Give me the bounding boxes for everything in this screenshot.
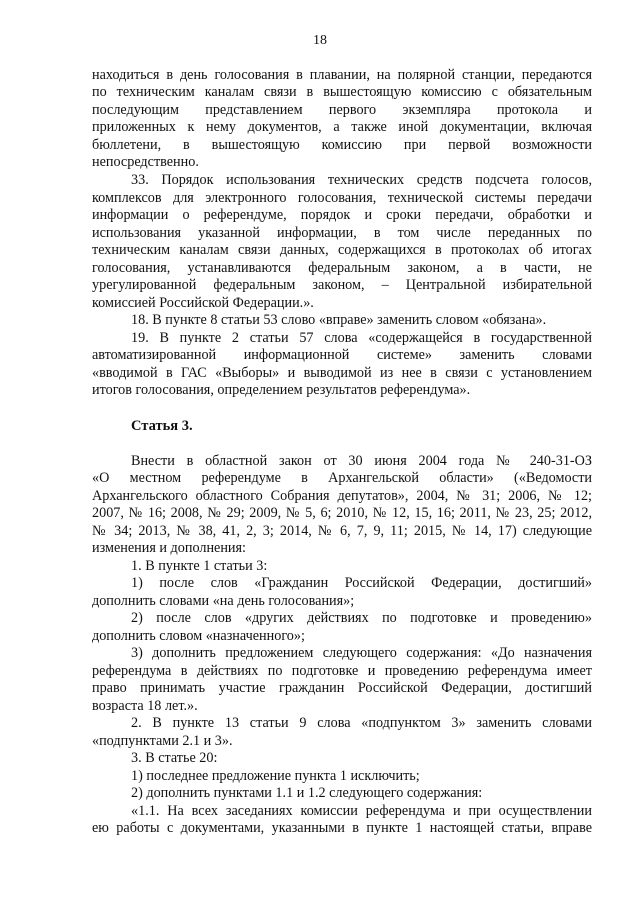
text-line: возраста 18 лет.».: [92, 698, 198, 714]
text-line: «О местном референдуме в Архангельской области» («Ведомости: [92, 470, 592, 486]
text-line: «подпунктами 2.1 и 3».: [92, 733, 233, 749]
text-line: по техническим каналам связи в вышестоящую комиссию с обязательным: [92, 84, 592, 100]
text-line: 33. Порядок использования технических средств подсчета голосов,: [131, 172, 592, 188]
text-line: 2) дополнить пунктами 1.1 и 1.2 следующего содержания:: [131, 785, 483, 801]
text-line: 2007, № 16; 2008, № 29; 2009, № 5, 6; 2010, № 12, 15, 16; 2011, № 23, 25; 2012,: [92, 505, 592, 521]
text-line: № 34; 2013, № 38, 41, 2, 3; 2014, № 6, 7, 9, 11; 2015, № 14, 17) следующие: [92, 523, 592, 539]
text-line: урегулированной федеральным законом, – Центральной избирательной: [92, 277, 592, 293]
text-line: 1. В пункте 1 статьи 3:: [131, 558, 268, 574]
text-line: 19. В пункте 2 статьи 57 слова «содержащейся в государственной: [131, 330, 592, 346]
text-line: 1) после слов «Гражданин Российской Федерации, достигший»: [131, 575, 592, 591]
text-line: ею работы с документами, указанными в пункте 1 настоящей статьи, вправе: [92, 820, 592, 836]
page-number: 18: [313, 33, 327, 48]
text-line: изменения и дополнения:: [92, 540, 246, 556]
text-line: последующим представлением первого экземпляра протокола и: [92, 102, 592, 118]
text-line: 3) дополнить предложением следующего содержания: «До назначения: [131, 645, 592, 661]
text-line: право принимать участие гражданин Российской Федерации, достигший: [92, 680, 592, 696]
article-heading: Статья 3.: [131, 418, 193, 434]
text-line: 18. В пункте 8 статьи 53 слово «вправе» заменить словом «обязана».: [131, 312, 547, 328]
text-line: бюллетени, в вышестоящую комиссию при первой возможности: [92, 137, 592, 153]
text-line: дополнить словом «назначенного»;: [92, 628, 305, 644]
text-line: использования указанной информации, в том числе переданных по: [92, 225, 592, 241]
text-line: приложенных к нему документов, а также иной документации, включая: [92, 119, 592, 135]
text-line: 1) последнее предложение пункта 1 исключить;: [131, 768, 420, 784]
text-line: информации о референдуме, порядок и сроки передачи, обработки и: [92, 207, 592, 223]
text-line: автоматизированной информационной системе» заменить словами: [92, 347, 592, 363]
text-line: непосредственно.: [92, 154, 199, 170]
text-line: Архангельского областного Собрания депутатов», 2004, № 31; 2006, № 12;: [92, 488, 592, 504]
text-line: итогов голосования, определением результатов референдума».: [92, 382, 471, 398]
text-line: находиться в день голосования в плавании, на полярной станции, передаются: [92, 67, 592, 83]
text-line: комплексов для электронного голосования, технической системы передачи: [92, 190, 592, 206]
text-line: «1.1. На всех заседаниях комиссии референдума и при осуществлении: [131, 803, 592, 819]
text-line: 2. В пункте 13 статьи 9 слова «подпунктом 3» заменить словами: [131, 715, 592, 731]
text-line: Внести в областной закон от 30 июня 2004 года № 240-31-ОЗ: [131, 453, 592, 469]
text-line: референдума в действиях по подготовке и проведению референдума имеет: [92, 663, 592, 679]
text-line: техническим каналам связи данных, содержащихся в протоколах об итогах: [92, 242, 592, 258]
text-line: «вводимой в ГАС «Выборы» и выводимой из нее в связи с установлением: [92, 365, 592, 381]
text-line: 3. В статье 20:: [131, 750, 218, 766]
text-line: дополнить словами «на день голосования»;: [92, 593, 355, 609]
text-line: голосования, устанавливаются федеральным законом, а в части, не: [92, 260, 592, 276]
text-line: комиссией Российской Федерации.».: [92, 295, 314, 311]
text-line: 2) после слов «других действиях по подготовке и проведению»: [131, 610, 592, 626]
